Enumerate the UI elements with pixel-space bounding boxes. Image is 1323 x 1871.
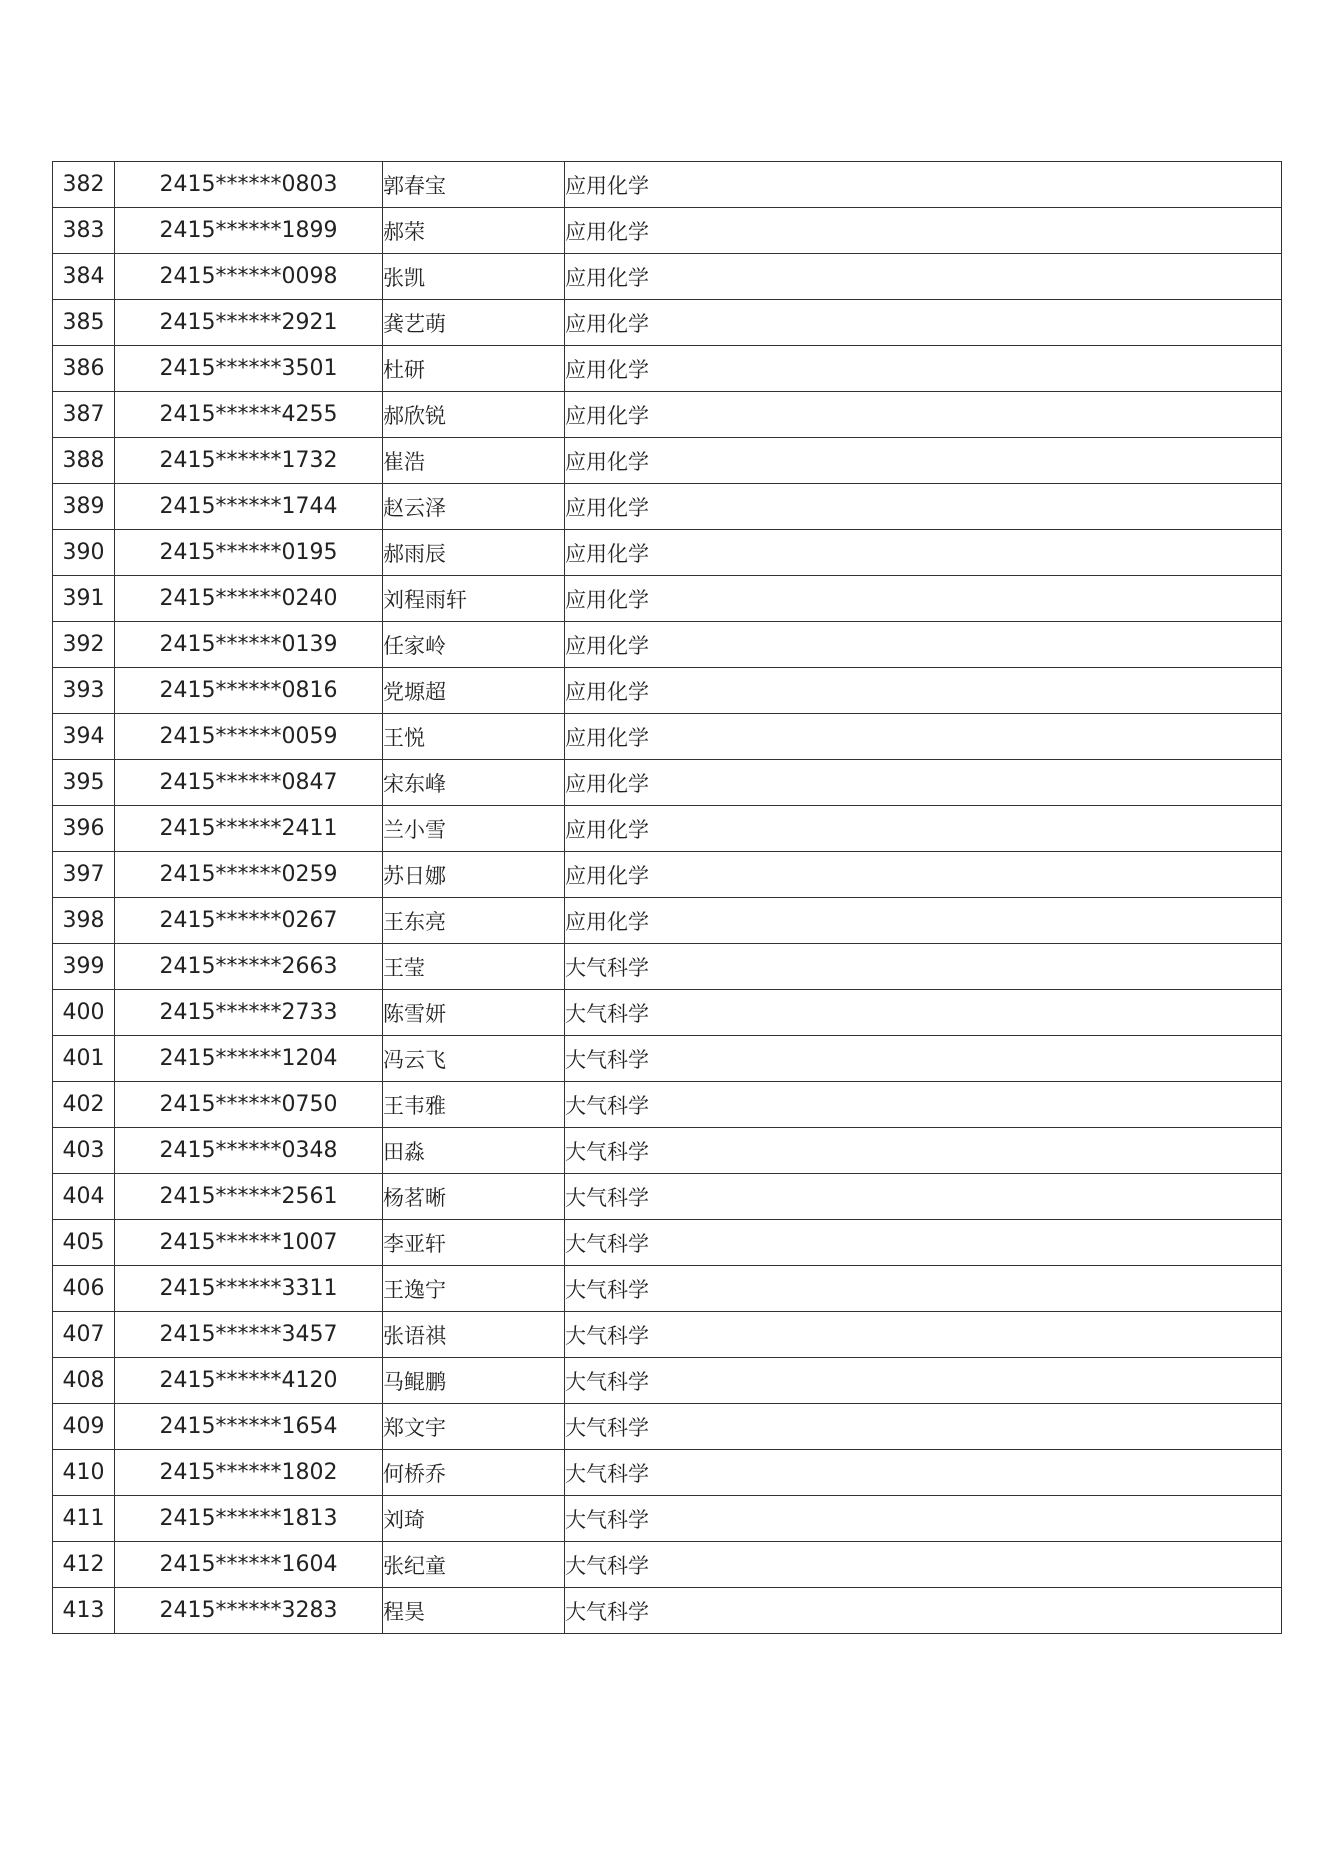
table-row bbox=[53, 162, 1282, 208]
major-cell: 大气科学 bbox=[565, 1128, 1282, 1174]
major-cell: 大气科学 bbox=[565, 1542, 1282, 1588]
row-number-cell: 407 bbox=[53, 1312, 115, 1358]
row-number-cell: 391 bbox=[53, 576, 115, 622]
student-id-cell: 2415******3311 bbox=[115, 1266, 383, 1312]
row-number-cell: 402 bbox=[53, 1082, 115, 1128]
table-row bbox=[53, 346, 1282, 392]
row-number-cell: 392 bbox=[53, 622, 115, 668]
student-id-cell: 2415******4255 bbox=[115, 392, 383, 438]
major-cell: 应用化学 bbox=[565, 576, 1282, 622]
student-name-cell: 任家岭 bbox=[383, 622, 565, 668]
major-cell: 大气科学 bbox=[565, 990, 1282, 1036]
major-cell: 应用化学 bbox=[565, 438, 1282, 484]
row-number-cell: 400 bbox=[53, 990, 115, 1036]
student-name-cell: 王悦 bbox=[383, 714, 565, 760]
student-id-cell: 2415******2561 bbox=[115, 1174, 383, 1220]
row-number-cell: 398 bbox=[53, 898, 115, 944]
student-name-cell: 郝雨辰 bbox=[383, 530, 565, 576]
table-row bbox=[53, 1496, 1282, 1542]
student-name-cell: 崔浩 bbox=[383, 438, 565, 484]
row-number-cell: 404 bbox=[53, 1174, 115, 1220]
student-name-cell: 李亚轩 bbox=[383, 1220, 565, 1266]
major-cell: 大气科学 bbox=[565, 1036, 1282, 1082]
major-cell: 应用化学 bbox=[565, 760, 1282, 806]
table-row bbox=[53, 484, 1282, 530]
student-name-cell: 赵云泽 bbox=[383, 484, 565, 530]
student-id-cell: 2415******1732 bbox=[115, 438, 383, 484]
student-name-cell: 郝欣锐 bbox=[383, 392, 565, 438]
student-name-cell: 张语祺 bbox=[383, 1312, 565, 1358]
major-cell: 大气科学 bbox=[565, 1404, 1282, 1450]
student-name-cell: 陈雪妍 bbox=[383, 990, 565, 1036]
row-number-cell: 409 bbox=[53, 1404, 115, 1450]
row-number-cell: 385 bbox=[53, 300, 115, 346]
table-row bbox=[53, 852, 1282, 898]
student-id-cell: 2415******2663 bbox=[115, 944, 383, 990]
table-row bbox=[53, 300, 1282, 346]
major-cell: 应用化学 bbox=[565, 484, 1282, 530]
major-cell: 应用化学 bbox=[565, 208, 1282, 254]
student-id-cell: 2415******0195 bbox=[115, 530, 383, 576]
table-row bbox=[53, 438, 1282, 484]
row-number-cell: 396 bbox=[53, 806, 115, 852]
table-row bbox=[53, 576, 1282, 622]
major-cell: 应用化学 bbox=[565, 300, 1282, 346]
row-number-cell: 411 bbox=[53, 1496, 115, 1542]
table-row bbox=[53, 208, 1282, 254]
student-name-cell: 宋东峰 bbox=[383, 760, 565, 806]
student-id-cell: 2415******1007 bbox=[115, 1220, 383, 1266]
table-row bbox=[53, 898, 1282, 944]
table-row bbox=[53, 1404, 1282, 1450]
major-cell: 大气科学 bbox=[565, 1220, 1282, 1266]
student-id-cell: 2415******0348 bbox=[115, 1128, 383, 1174]
student-name-cell: 刘程雨轩 bbox=[383, 576, 565, 622]
student-id-cell: 2415******0139 bbox=[115, 622, 383, 668]
student-id-cell: 2415******0847 bbox=[115, 760, 383, 806]
student-name-cell: 马鲲鹏 bbox=[383, 1358, 565, 1404]
row-number-cell: 413 bbox=[53, 1588, 115, 1634]
table-row bbox=[53, 1266, 1282, 1312]
row-number-cell: 389 bbox=[53, 484, 115, 530]
major-cell: 大气科学 bbox=[565, 1266, 1282, 1312]
major-cell: 应用化学 bbox=[565, 668, 1282, 714]
student-id-cell: 2415******0098 bbox=[115, 254, 383, 300]
table-row bbox=[53, 1174, 1282, 1220]
student-id-cell: 2415******3283 bbox=[115, 1588, 383, 1634]
table-row bbox=[53, 1450, 1282, 1496]
student-id-cell: 2415******1204 bbox=[115, 1036, 383, 1082]
student-name-cell: 田淼 bbox=[383, 1128, 565, 1174]
student-id-cell: 2415******1899 bbox=[115, 208, 383, 254]
row-number-cell: 384 bbox=[53, 254, 115, 300]
student-id-cell: 2415******2921 bbox=[115, 300, 383, 346]
major-cell: 应用化学 bbox=[565, 806, 1282, 852]
student-name-cell: 王东亮 bbox=[383, 898, 565, 944]
student-id-cell: 2415******0267 bbox=[115, 898, 383, 944]
student-id-cell: 2415******0803 bbox=[115, 162, 383, 208]
row-number-cell: 410 bbox=[53, 1450, 115, 1496]
student-name-cell: 王逸宁 bbox=[383, 1266, 565, 1312]
table-row bbox=[53, 1312, 1282, 1358]
table-row bbox=[53, 1082, 1282, 1128]
row-number-cell: 390 bbox=[53, 530, 115, 576]
student-id-cell: 2415******1604 bbox=[115, 1542, 383, 1588]
student-name-cell: 郭春宝 bbox=[383, 162, 565, 208]
major-cell: 应用化学 bbox=[565, 392, 1282, 438]
table-row bbox=[53, 1358, 1282, 1404]
major-cell: 大气科学 bbox=[565, 1082, 1282, 1128]
row-number-cell: 408 bbox=[53, 1358, 115, 1404]
student-id-cell: 2415******1654 bbox=[115, 1404, 383, 1450]
student-name-cell: 王韦雅 bbox=[383, 1082, 565, 1128]
major-cell: 大气科学 bbox=[565, 1588, 1282, 1634]
student-id-cell: 2415******0750 bbox=[115, 1082, 383, 1128]
row-number-cell: 399 bbox=[53, 944, 115, 990]
table-row bbox=[53, 1542, 1282, 1588]
student-name-cell: 兰小雪 bbox=[383, 806, 565, 852]
row-number-cell: 406 bbox=[53, 1266, 115, 1312]
row-number-cell: 382 bbox=[53, 162, 115, 208]
row-number-cell: 394 bbox=[53, 714, 115, 760]
table-row bbox=[53, 1128, 1282, 1174]
student-id-cell: 2415******0059 bbox=[115, 714, 383, 760]
student-id-cell: 2415******0259 bbox=[115, 852, 383, 898]
major-cell: 大气科学 bbox=[565, 1174, 1282, 1220]
major-cell: 应用化学 bbox=[565, 714, 1282, 760]
table-row bbox=[53, 990, 1282, 1036]
row-number-cell: 386 bbox=[53, 346, 115, 392]
row-number-cell: 412 bbox=[53, 1542, 115, 1588]
table-row bbox=[53, 668, 1282, 714]
table-row bbox=[53, 530, 1282, 576]
student-name-cell: 龚艺萌 bbox=[383, 300, 565, 346]
student-name-cell: 郑文宇 bbox=[383, 1404, 565, 1450]
major-cell: 应用化学 bbox=[565, 898, 1282, 944]
student-name-cell: 王莹 bbox=[383, 944, 565, 990]
table-row bbox=[53, 714, 1282, 760]
major-cell: 应用化学 bbox=[565, 622, 1282, 668]
student-id-cell: 2415******0240 bbox=[115, 576, 383, 622]
student-name-cell: 程昊 bbox=[383, 1588, 565, 1634]
student-table bbox=[52, 161, 1282, 1634]
student-name-cell: 何桥乔 bbox=[383, 1450, 565, 1496]
row-number-cell: 383 bbox=[53, 208, 115, 254]
student-name-cell: 杜研 bbox=[383, 346, 565, 392]
student-list-page bbox=[52, 161, 1281, 1634]
student-table-body bbox=[53, 162, 1282, 1634]
major-cell: 应用化学 bbox=[565, 530, 1282, 576]
row-number-cell: 395 bbox=[53, 760, 115, 806]
table-row bbox=[53, 760, 1282, 806]
table-row bbox=[53, 806, 1282, 852]
major-cell: 应用化学 bbox=[565, 852, 1282, 898]
student-id-cell: 2415******1744 bbox=[115, 484, 383, 530]
major-cell: 大气科学 bbox=[565, 1450, 1282, 1496]
row-number-cell: 397 bbox=[53, 852, 115, 898]
student-name-cell: 张纪童 bbox=[383, 1542, 565, 1588]
row-number-cell: 393 bbox=[53, 668, 115, 714]
student-name-cell: 杨茗晰 bbox=[383, 1174, 565, 1220]
table-row bbox=[53, 392, 1282, 438]
table-row bbox=[53, 944, 1282, 990]
student-name-cell: 张凯 bbox=[383, 254, 565, 300]
student-id-cell: 2415******2411 bbox=[115, 806, 383, 852]
table-row bbox=[53, 622, 1282, 668]
table-row bbox=[53, 1036, 1282, 1082]
major-cell: 应用化学 bbox=[565, 162, 1282, 208]
row-number-cell: 387 bbox=[53, 392, 115, 438]
major-cell: 应用化学 bbox=[565, 346, 1282, 392]
student-name-cell: 刘琦 bbox=[383, 1496, 565, 1542]
student-id-cell: 2415******2733 bbox=[115, 990, 383, 1036]
student-name-cell: 郝荣 bbox=[383, 208, 565, 254]
major-cell: 大气科学 bbox=[565, 944, 1282, 990]
student-name-cell: 苏日娜 bbox=[383, 852, 565, 898]
row-number-cell: 388 bbox=[53, 438, 115, 484]
student-id-cell: 2415******1802 bbox=[115, 1450, 383, 1496]
student-id-cell: 2415******4120 bbox=[115, 1358, 383, 1404]
student-id-cell: 2415******3457 bbox=[115, 1312, 383, 1358]
student-id-cell: 2415******0816 bbox=[115, 668, 383, 714]
student-id-cell: 2415******3501 bbox=[115, 346, 383, 392]
table-row bbox=[53, 1588, 1282, 1634]
major-cell: 大气科学 bbox=[565, 1358, 1282, 1404]
row-number-cell: 405 bbox=[53, 1220, 115, 1266]
major-cell: 大气科学 bbox=[565, 1312, 1282, 1358]
major-cell: 大气科学 bbox=[565, 1496, 1282, 1542]
student-id-cell: 2415******1813 bbox=[115, 1496, 383, 1542]
row-number-cell: 401 bbox=[53, 1036, 115, 1082]
student-name-cell: 党塬超 bbox=[383, 668, 565, 714]
table-row bbox=[53, 254, 1282, 300]
student-name-cell: 冯云飞 bbox=[383, 1036, 565, 1082]
table-row bbox=[53, 1220, 1282, 1266]
major-cell: 应用化学 bbox=[565, 254, 1282, 300]
row-number-cell: 403 bbox=[53, 1128, 115, 1174]
